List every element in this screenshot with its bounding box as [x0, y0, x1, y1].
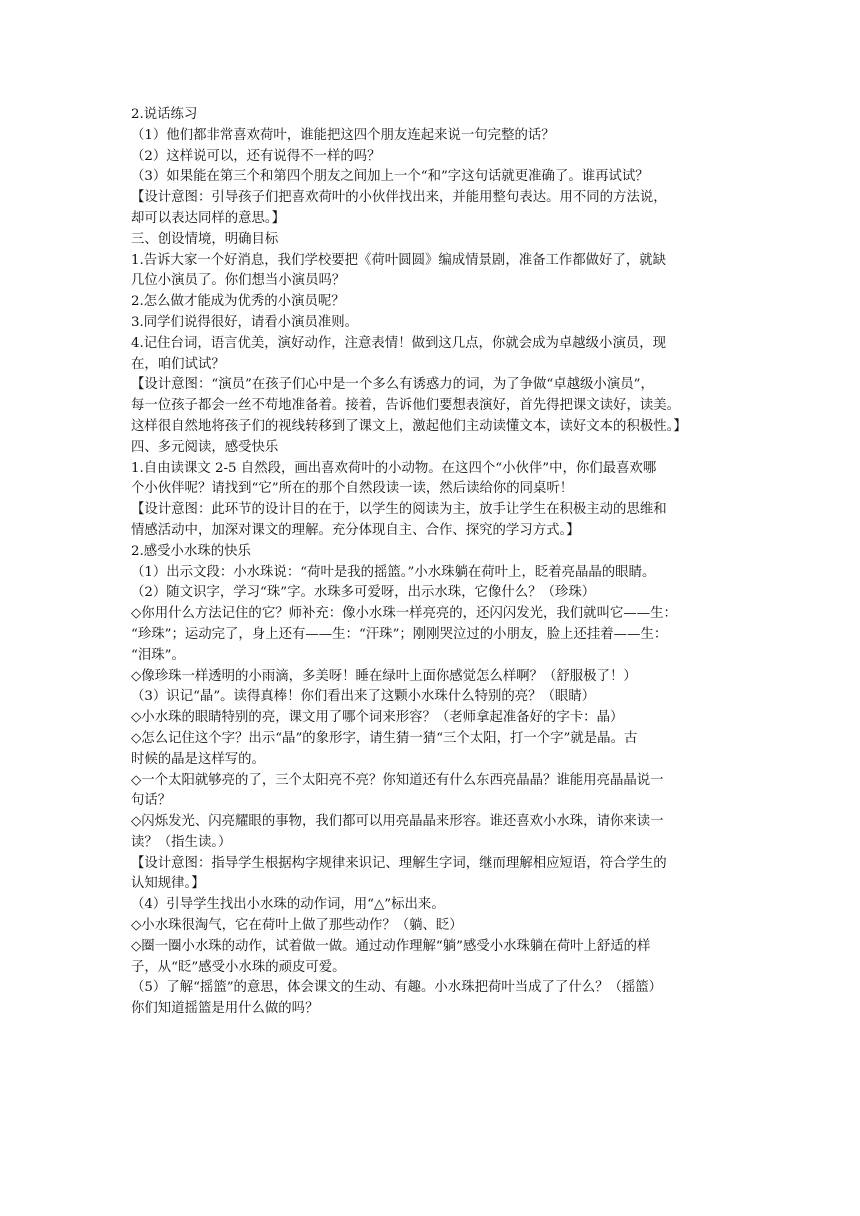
text-line: 【设计意图：引导孩子们把喜欢荷叶的小伙伴找出来，并能用整句表达。用不同的方法说， [131, 190, 667, 206]
text-line: ◇像珍珠一样透明的小雨滴，多美呀！睡在绿叶上面你感觉怎么样啊？（舒服极了！） [131, 668, 637, 684]
text-line: 在，咱们试试？ [131, 356, 225, 372]
text-line: ◇闪烁发光、闪亮耀眼的事物，我们都可以用亮晶晶来形容。谁还喜欢小水珠，请你来读一 [131, 814, 664, 830]
text-line: （4）引导学生找出小水珠的动作词，用“△”标出来。 [131, 897, 445, 913]
text-line: （3）如果能在第三个和第四个朋友之间加上一个“和”字这句话就更准确了。谁再试试？ [131, 169, 649, 185]
text-line: （2）随文识字，学习“珠”字。水珠多可爱呀，出示水珠，它像什么？（珍珠） [131, 585, 596, 601]
section-heading: 三、创设情境，明确目标 [131, 231, 279, 247]
text-line: 读？（指生读。） [131, 834, 232, 850]
text-line: 子，从“眨”感受小水珠的顽皮可爱。 [131, 959, 346, 975]
text-line: 每一位孩子都会一丝不苟地准备着。接着，告诉他们要想表演好，首先得把课文读好，读美。 [131, 398, 681, 414]
text-line: “泪珠”。 [131, 647, 185, 663]
text-line: 却可以表达同样的意思。】 [131, 210, 285, 226]
text-line: 2.感受小水珠的快乐 [131, 543, 251, 559]
text-line: 1.自由读课文 2-5 自然段，画出喜欢荷叶的小动物。在这四个“小伙伴”中，你们最喜欢哪 [131, 460, 657, 476]
text-line: （2）这样说可以，还有说得不一样的吗？ [131, 148, 381, 164]
text-line: （5）了解“摇篮”的意思，体会课文的生动、有趣。小水珠把荷叶当成了了什么？（摇篮） [131, 980, 663, 996]
text-line: （3）识记“晶”。读得真棒！你们看出来了这颗小水珠什么特别的亮？（眼睛） [131, 689, 596, 705]
text-line: 认知规律。】 [131, 876, 205, 892]
text-line: 【设计意图：指导学生根据构字规律来识记、理解生字词，继而理解相应短语，符合学生的 [131, 855, 667, 871]
text-line: 句话？ [131, 793, 172, 809]
text-line: （1）出示文段：小水珠说：“荷叶是我的摇篮。”小水珠躺在荷叶上，眨着亮晶晶的眼睛。 [131, 564, 656, 580]
text-line: 时候的晶是这样写的。 [131, 751, 265, 767]
text-line: 情感活动中，加深对课文的理解。充分体现自主、合作、探究的学习方式。】 [131, 522, 580, 538]
text-line: 3.同学们说得很好，请看小演员准则。 [131, 314, 359, 330]
text-line: ◇怎么记住这个字？出示“晶”的象形字，请生猜一猜“三个太阳，打一个字”就是晶。古 [131, 730, 638, 746]
text-line: 1.告诉大家一个好消息，我们学校要把《荷叶圆圆》编成情景剧，准备工作都做好了，就缺 [131, 252, 667, 268]
text-line: ◇你用什么方法记住的它？师补充：像小水珠一样亮亮的，还闪闪发光，我们就叫它——生： [131, 606, 677, 622]
text-line: 几位小演员了。你们想当小演员吗？ [131, 273, 346, 289]
text-line: 2.说话练习 [131, 107, 198, 122]
text-line: ◇一个太阳就够亮的了，三个太阳亮不亮？你知道还有什么东西亮晶晶？谁能用亮晶晶说一 [131, 772, 664, 788]
section-heading: 四、多元阅读，感受快乐 [131, 439, 279, 455]
text-line: ◇小水珠的眼睛特别的亮，课文用了哪个词来形容？（老师拿起准备好的字卡：晶） [131, 710, 624, 726]
text-line: 2.怎么做才能成为优秀的小演员呢？ [131, 294, 345, 310]
text-line: “珍珠”；运动完了，身上还有——生：“汗珠”；刚刚哭泣过的小朋友，脸上还挂着——生： [131, 626, 668, 642]
text-line: （1）他们都非常喜欢荷叶，谁能把这四个朋友连起来说一句完整的话？ [131, 127, 555, 143]
text-line: ◇圈一圈小水珠的动作，试着做一做。通过动作理解“躺”感受小水珠躺在荷叶上舒适的样 [131, 938, 651, 954]
text-line: 4.记住台词，语言优美，演好动作，注意表情！做到这几点，你就会成为卓越级小演员，现 [131, 335, 667, 351]
text-line: ◇小水珠很淘气，它在荷叶上做了那些动作？（躺、眨） [131, 918, 463, 934]
text-line: 【设计意图：“演员”在孩子们心中是一个多么有诱惑力的词，为了争做“卓越级小演员”， [131, 377, 654, 393]
text-line: 个小伙伴呢？请找到“它”所在的那个自然段读一读，然后读给你的同桌听！ [131, 481, 574, 497]
document-page [131, 105, 735, 1020]
text-line: 你们知道摇篮是用什么做的吗？ [131, 1001, 319, 1017]
text-line: 【设计意图：此环节的设计目的在于，以学生的阅读为主，放手让学生在积极主动的思维和 [131, 502, 667, 518]
text-line: 这样很自然地将孩子们的视线转移到了课文上，激起他们主动读懂文本，读好文本的积极性。】 [131, 418, 687, 434]
